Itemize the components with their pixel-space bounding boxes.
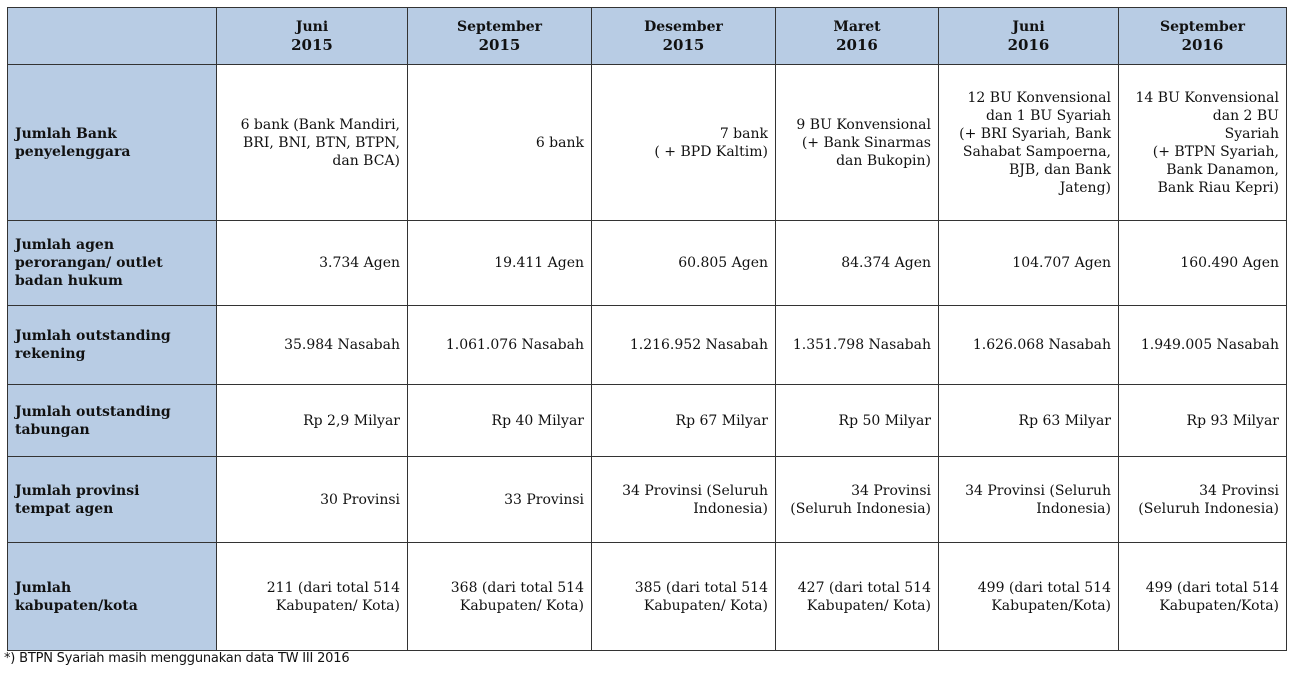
- table-row: [8, 65, 1287, 221]
- table-row: [8, 306, 1287, 385]
- column-month: Juni: [1012, 19, 1045, 35]
- table-cell: 1.216.952 Nasabah: [592, 306, 776, 385]
- table-cell: 427 (dari total 514 Kabupaten/ Kota): [776, 543, 939, 651]
- table-cell: 1.949.005 Nasabah: [1119, 306, 1287, 385]
- table-cell: 60.805 Agen: [592, 221, 776, 306]
- table-row: [8, 385, 1287, 457]
- table-cell: 12 BU Konvensional dan 1 BU Syariah (+ BRI Syariah, Bank Sahabat Sampoerna, BJB, dan Bank Jateng): [939, 65, 1119, 221]
- row-label: Jumlah agen perorangan/ outlet badan hukum: [8, 221, 217, 306]
- table-cell: 104.707 Agen: [939, 221, 1119, 306]
- row-label: Jumlah provinsi tempat agen: [8, 457, 217, 543]
- header-row: [8, 8, 1287, 65]
- table-cell: Rp 93 Milyar: [1119, 385, 1287, 457]
- footnote: *) BTPN Syariah masih menggunakan data TW III 2016: [4, 651, 350, 666]
- column-month: Juni: [295, 19, 329, 35]
- column-month: September: [1159, 19, 1246, 35]
- table-cell: 1.626.068 Nasabah: [939, 306, 1119, 385]
- table-cell: 35.984 Nasabah: [217, 306, 408, 385]
- table-cell: 160.490 Agen: [1119, 221, 1287, 306]
- row-label: Jumlah kabupaten/kota: [8, 543, 217, 651]
- column-year: 2016: [1007, 36, 1050, 54]
- table-cell: 14 BU Konvensional dan 2 BU Syariah (+ BTPN Syariah, Bank Danamon, Bank Riau Kepri): [1119, 65, 1287, 221]
- row-label: Jumlah outstanding tabungan: [8, 385, 217, 457]
- table-cell: Rp 40 Milyar: [408, 385, 592, 457]
- column-header: [408, 8, 592, 65]
- table-cell: Rp 63 Milyar: [939, 385, 1119, 457]
- row-label: Jumlah outstanding rekening: [8, 306, 217, 385]
- row-label: Jumlah Bank penyelenggara: [8, 65, 217, 221]
- column-month: September: [456, 19, 543, 35]
- column-header: [217, 8, 408, 65]
- table-cell: 6 bank (Bank Mandiri, BRI, BNI, BTN, BTPN, dan BCA): [217, 65, 408, 221]
- table-cell: 3.734 Agen: [217, 221, 408, 306]
- table-row: [8, 543, 1287, 651]
- table-cell: 19.411 Agen: [408, 221, 592, 306]
- table-cell: 7 bank ( + BPD Kaltim): [592, 65, 776, 221]
- table-cell: 499 (dari total 514 Kabupaten/Kota): [939, 543, 1119, 651]
- column-year: 2015: [478, 36, 521, 54]
- table-cell: 9 BU Konvensional (+ Bank Sinarmas dan Bukopin): [776, 65, 939, 221]
- column-header: [939, 8, 1119, 65]
- column-month: Maret: [833, 19, 881, 35]
- table-row: [8, 457, 1287, 543]
- table-cell: 1.351.798 Nasabah: [776, 306, 939, 385]
- table-row: [8, 221, 1287, 306]
- column-header: [776, 8, 939, 65]
- column-header: [1119, 8, 1287, 65]
- column-year: 2015: [291, 36, 333, 54]
- column-year: 2016: [1181, 36, 1224, 54]
- corner-cell: [8, 8, 217, 65]
- table-cell: Rp 67 Milyar: [592, 385, 776, 457]
- table-cell: 499 (dari total 514 Kabupaten/Kota): [1119, 543, 1287, 651]
- table-cell: 6 bank: [408, 65, 592, 221]
- table-cell: Rp 2,9 Milyar: [217, 385, 408, 457]
- table-cell: 34 Provinsi (Seluruh Indonesia): [776, 457, 939, 543]
- table-cell: 84.374 Agen: [776, 221, 939, 306]
- table-cell: 34 Provinsi (Seluruh Indonesia): [1119, 457, 1287, 543]
- column-header: [592, 8, 776, 65]
- table-cell: 211 (dari total 514 Kabupaten/ Kota): [217, 543, 408, 651]
- table-cell: 30 Provinsi: [217, 457, 408, 543]
- table-cell: 34 Provinsi (Seluruh Indonesia): [939, 457, 1119, 543]
- column-year: 2015: [662, 36, 705, 54]
- table-cell: 385 (dari total 514 Kabupaten/ Kota): [592, 543, 776, 651]
- table-cell: 33 Provinsi: [408, 457, 592, 543]
- table-cell: 1.061.076 Nasabah: [408, 306, 592, 385]
- table-cell: 368 (dari total 514 Kabupaten/ Kota): [408, 543, 592, 651]
- table-cell: Rp 50 Milyar: [776, 385, 939, 457]
- column-month: Desember: [644, 19, 723, 35]
- table-cell: 34 Provinsi (Seluruh Indonesia): [592, 457, 776, 543]
- bank-agent-table: [7, 7, 1287, 651]
- column-year: 2016: [836, 36, 878, 54]
